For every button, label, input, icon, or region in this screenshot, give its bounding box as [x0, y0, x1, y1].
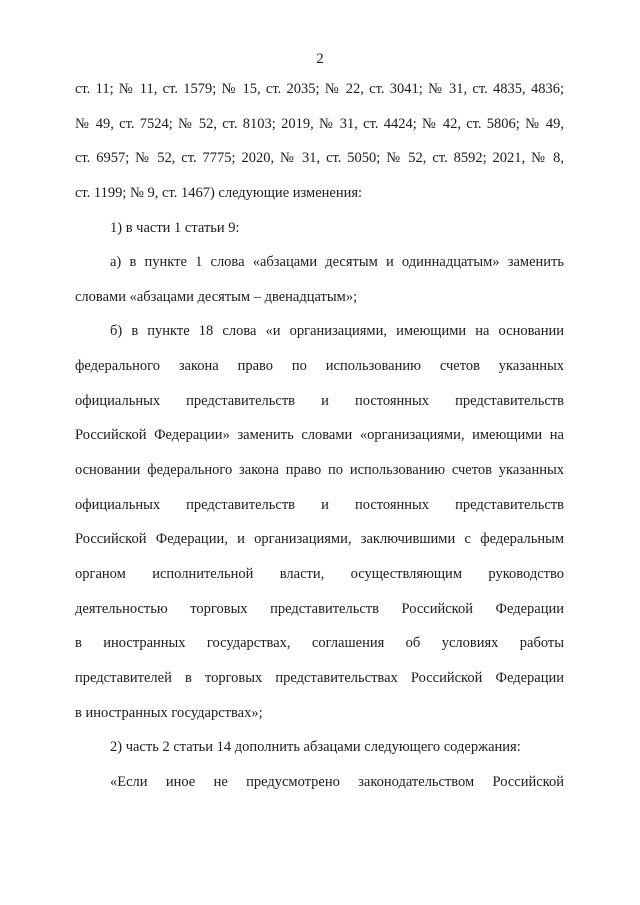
document-line: «Если иное не предусмотрено законодательством Российской [110, 773, 564, 790]
document-line: а) в пункте 1 слова «абзацами десятым и одиннадцатым» заменить [110, 254, 564, 271]
page-number: 2 [316, 51, 324, 67]
document-line: официальных представительств и постоянных представительств [75, 392, 564, 409]
document-line: официальных представительств и постоянных представительств [75, 496, 564, 513]
document-line: в иностранных государствах»; [75, 704, 263, 721]
document-line: 1) в части 1 статьи 9: [110, 219, 240, 236]
document-body [75, 72, 564, 799]
document-line: ст. 11; № 11, ст. 1579; № 15, ст. 2035; № 22, ст. 3041; № 31, ст. 4835, 4836; [75, 81, 564, 97]
document-line: словами «абзацами десятым – двенадцатым»; [75, 288, 358, 305]
document-line: б) в пункте 18 слова «и организациями, имеющими на основании [110, 323, 564, 340]
document-line: Российской Федерации, и организациями, заключившими с федеральным [75, 531, 564, 548]
document-line: ст. 1199; № 9, ст. 1467) следующие изменения: [75, 184, 363, 201]
document-line: в иностранных государствах, соглашения об условиях работы [75, 635, 564, 652]
document-line: Российской Федерации» заменить словами «организациями, имеющими на [75, 427, 564, 444]
document-line: органом исполнительной власти, осуществляющим руководство [75, 565, 564, 582]
document-line: ст. 6957; № 52, ст. 7775; 2020, № 31, ст. 5050; № 52, ст. 8592; 2021, № 8, [75, 150, 564, 167]
document-line: федерального закона право по использованию счетов указанных [75, 358, 564, 375]
document-line: представителей в торговых представительствах Российской Федерации [75, 669, 564, 686]
document-line: основании федерального закона право по использованию счетов указанных [75, 462, 564, 479]
document-line: деятельностью торговых представительств Российской Федерации [75, 600, 564, 617]
document-line: 2) часть 2 статьи 14 дополнить абзацами следующего содержания: [110, 739, 521, 756]
document-line: № 49, ст. 7524; № 52, ст. 8103; 2019, № 31, ст. 4424; № 42, ст. 5806; № 49, [75, 115, 564, 132]
